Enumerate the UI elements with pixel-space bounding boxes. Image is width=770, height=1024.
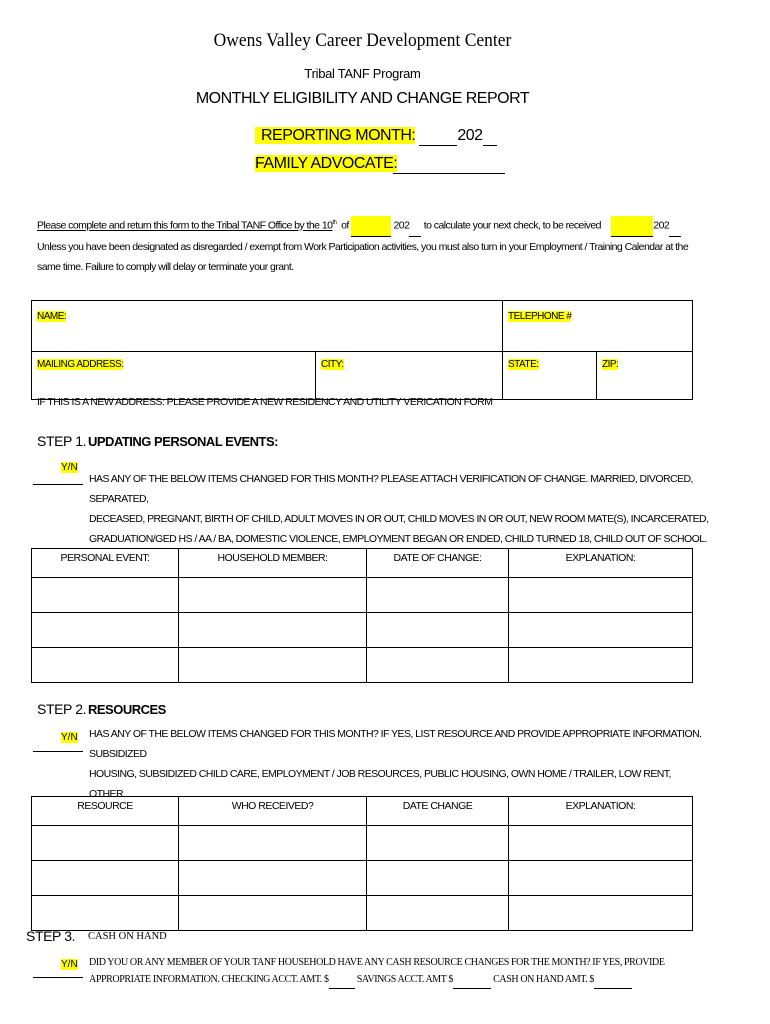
col-date-change: DATE CHANGE	[367, 797, 509, 826]
zip-cell[interactable]	[597, 352, 693, 400]
step3-yn-label: Y/N	[61, 959, 78, 970]
personal-events-table	[31, 548, 693, 683]
program-subtitle: Tribal TANF Program	[304, 66, 421, 81]
table-cell[interactable]	[367, 613, 509, 648]
state-label: STATE:	[508, 359, 539, 370]
instructions-line-1	[37, 213, 737, 237]
col-resource: RESOURCE	[32, 797, 179, 826]
table-cell[interactable]	[32, 861, 179, 896]
step3-question-line-2	[89, 971, 665, 989]
name-cell[interactable]	[32, 301, 503, 352]
table-row	[32, 613, 693, 648]
zip-label: ZIP:	[602, 359, 619, 370]
col-personal-event: PERSONAL EVENT:	[32, 549, 179, 578]
step2-question	[89, 724, 709, 804]
step1-heading: UPDATING PERSONAL EVENTS:	[88, 434, 278, 449]
reporting-month-field[interactable]	[419, 127, 457, 146]
table-cell[interactable]	[32, 826, 179, 861]
step3-question-line-1: DID YOU OR ANY MEMBER OF YOUR TANF HOUSEHOLD HAVE ANY CASH RESOURCE CHANGES FOR THE MONTH? IF YES, PROVIDE	[89, 957, 665, 968]
instructions-text-a: Please complete and return this form to the Tribal TANF Office by the 10	[37, 219, 333, 232]
address-note: IF THIS IS A NEW ADDRESS: PLEASE PROVIDE A NEW RESIDENCY AND UTILITY VERICATION FORM	[37, 396, 493, 408]
step1-question-line-1: HAS ANY OF THE BELOW ITEMS CHANGED FOR THIS MONTH? PLEASE ATTACH VERIFICATION OF CHANGE. MARRIED, DIVORCED, SEPARATED,	[89, 473, 693, 505]
table-cell[interactable]	[179, 578, 367, 613]
mailing-address-cell[interactable]	[32, 352, 316, 400]
col-explanation: EXPLANATION:	[509, 797, 693, 826]
step2-label: STEP 2.	[37, 701, 87, 717]
checking-label: APPROPRIATE INFORMATION. CHECKING ACCT. AMT. $	[89, 974, 329, 985]
org-title: Owens Valley Career Development Center	[213, 30, 512, 51]
telephone-label: TELEPHONE #	[508, 311, 572, 322]
table-cell[interactable]	[367, 648, 509, 683]
step3-question	[89, 954, 665, 989]
instructions-year-b: 202	[653, 219, 670, 232]
telephone-cell[interactable]	[503, 301, 693, 352]
table-cell[interactable]	[32, 613, 179, 648]
step1-yn-label: Y/N	[61, 462, 78, 473]
table-cell[interactable]	[32, 648, 179, 683]
step2-question-line-2: HOUSING, SUBSIDIZED CHILD CARE, EMPLOYMENT / JOB RESOURCES, PUBLIC HOUSING, OWN HOME / TRAILER, LOW RENT, OTHER.	[89, 768, 671, 800]
personal-info-table	[31, 300, 693, 400]
instructions	[37, 213, 737, 277]
step1-question-line-3: GRADUATION/GED HS / AA / BA, DOMESTIC VIOLENCE, EMPLOYMENT BEGAN OR ENDED, CHILD TURNED 18, CHILD OUT OF SCHOOL.	[89, 533, 707, 545]
col-explanation: EXPLANATION:	[509, 549, 693, 578]
table-row	[32, 648, 693, 683]
instructions-received-month-field[interactable]	[611, 216, 653, 237]
reporting-month-year: 202	[457, 127, 483, 144]
reporting-month-label: REPORTING MONTH:	[255, 127, 415, 144]
state-cell[interactable]	[503, 352, 597, 400]
city-label: CITY:	[321, 359, 344, 370]
col-household-member: HOUSEHOLD MEMBER:	[179, 549, 367, 578]
table-cell[interactable]	[367, 896, 509, 931]
table-row	[32, 578, 693, 613]
instructions-line-2: Unless you have been designated as disregarded / exempt from Work Participation activities, you must also turn in your Employment / Training Calendar at the	[37, 240, 689, 253]
step3-label: STEP 3.	[26, 928, 76, 944]
family-advocate-row	[255, 155, 505, 174]
step2-heading: RESOURCES	[88, 702, 166, 717]
savings-label: SAVINGS ACCT. AMT $	[356, 974, 454, 985]
table-row	[32, 826, 693, 861]
col-who-received: WHO RECEIVED?	[179, 797, 367, 826]
family-advocate-label: FAMILY ADVOCATE:	[255, 155, 398, 172]
resources-table	[31, 796, 693, 931]
table-cell[interactable]	[509, 826, 693, 861]
step1-question	[89, 469, 709, 549]
table-cell[interactable]	[367, 861, 509, 896]
table-row	[32, 861, 693, 896]
step2-question-line-1: HAS ANY OF THE BELOW ITEMS CHANGED FOR THIS MONTH? IF YES, LIST RESOURCE AND PROVIDE APPROPRIATE INFORMATION. SUBSIDIZED	[89, 728, 702, 760]
instructions-sup: th	[332, 220, 337, 226]
instructions-text-of: of	[341, 219, 349, 232]
name-label: NAME:	[37, 311, 67, 322]
table-cell[interactable]	[509, 613, 693, 648]
table-cell[interactable]	[179, 826, 367, 861]
step3-heading: CASH ON HAND	[88, 931, 167, 942]
savings-amount-field[interactable]	[453, 971, 491, 989]
step1-label: STEP 1.	[37, 433, 87, 449]
table-cell[interactable]	[367, 578, 509, 613]
reporting-month-year-field[interactable]	[483, 127, 497, 146]
table-cell[interactable]	[179, 613, 367, 648]
step1-question-line-2: DECEASED, PREGNANT, BIRTH OF CHILD, ADULT MOVES IN OR OUT, CHILD MOVES IN OR OUT, NEW ROOM MATE(S), INCARCERATED,	[89, 513, 709, 525]
table-cell[interactable]	[179, 896, 367, 931]
table-cell[interactable]	[179, 861, 367, 896]
checking-amount-field[interactable]	[329, 971, 355, 989]
table-cell[interactable]	[32, 896, 179, 931]
instructions-year-a: 202	[393, 219, 410, 232]
instructions-year-b-field[interactable]	[669, 216, 681, 237]
table-cell[interactable]	[509, 578, 693, 613]
instructions-line-3: same time. Failure to comply will delay or terminate your grant.	[37, 260, 294, 273]
table-cell[interactable]	[509, 648, 693, 683]
table-cell[interactable]	[509, 861, 693, 896]
table-cell[interactable]	[32, 578, 179, 613]
table-row	[32, 896, 693, 931]
city-cell[interactable]	[316, 352, 503, 400]
report-title: MONTHLY ELIGIBILITY AND CHANGE REPORT	[195, 90, 530, 107]
instructions-month-field[interactable]	[351, 216, 391, 237]
step2-yn-label: Y/N	[61, 732, 78, 743]
mailing-address-label: MAILING ADDRESS:	[37, 359, 124, 370]
cash-on-hand-label: CASH ON HAND AMT. $	[493, 974, 594, 985]
instructions-year-a-field[interactable]	[409, 216, 421, 237]
table-cell[interactable]	[367, 826, 509, 861]
cash-on-hand-amount-field[interactable]	[594, 971, 632, 989]
table-cell[interactable]	[179, 648, 367, 683]
family-advocate-field[interactable]	[393, 155, 505, 174]
instructions-text-d: to calculate your next check, to be received	[423, 219, 601, 232]
table-cell[interactable]	[509, 896, 693, 931]
col-date-of-change: DATE OF CHANGE:	[367, 549, 509, 578]
reporting-month-row	[255, 127, 497, 146]
